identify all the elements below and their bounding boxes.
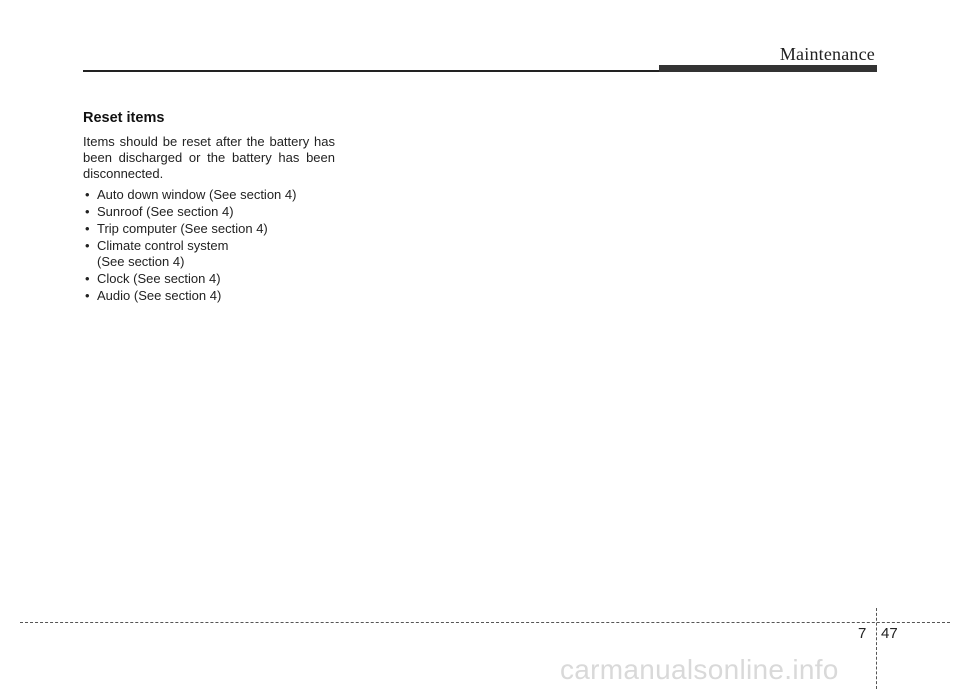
list-item-text: Trip computer (See section 4)	[97, 221, 268, 236]
list-item-text: Auto down window (See section 4)	[97, 187, 297, 202]
intro-paragraph: Items should be reset after the battery has been discharged or the battery has been disconnected.	[83, 134, 335, 181]
reset-items-section	[83, 110, 335, 305]
header-rule-thick	[659, 65, 877, 72]
footer-dashed-rule	[20, 622, 950, 623]
bullet-glyph: •	[85, 204, 90, 219]
list-item	[83, 238, 335, 270]
list-item	[83, 271, 335, 287]
list-item-text: Audio (See section 4)	[97, 288, 222, 303]
section-title: Maintenance	[779, 44, 875, 64]
bullet-glyph: •	[85, 271, 90, 286]
bullet-glyph: •	[85, 288, 90, 303]
list-item	[83, 187, 335, 203]
reset-items-list	[83, 187, 335, 304]
chapter-number: 7	[858, 625, 867, 642]
bullet-glyph: •	[85, 187, 90, 202]
list-item	[83, 288, 335, 304]
bullet-glyph: •	[85, 221, 90, 236]
header-rule-thin	[83, 70, 663, 72]
list-item	[83, 204, 335, 220]
list-item-text: Sunroof (See section 4)	[97, 204, 234, 219]
watermark-text: carmanualsonline.info	[560, 654, 839, 685]
list-item-text: Climate control system	[97, 238, 229, 253]
list-item	[83, 221, 335, 237]
bullet-glyph: •	[85, 238, 90, 253]
list-item-text-continued: (See section 4)	[97, 254, 185, 269]
section-heading: Reset items	[83, 110, 165, 126]
footer-vertical-divider	[876, 608, 877, 689]
page-number: 47	[881, 625, 898, 642]
list-item-text: Clock (See section 4)	[97, 271, 221, 286]
